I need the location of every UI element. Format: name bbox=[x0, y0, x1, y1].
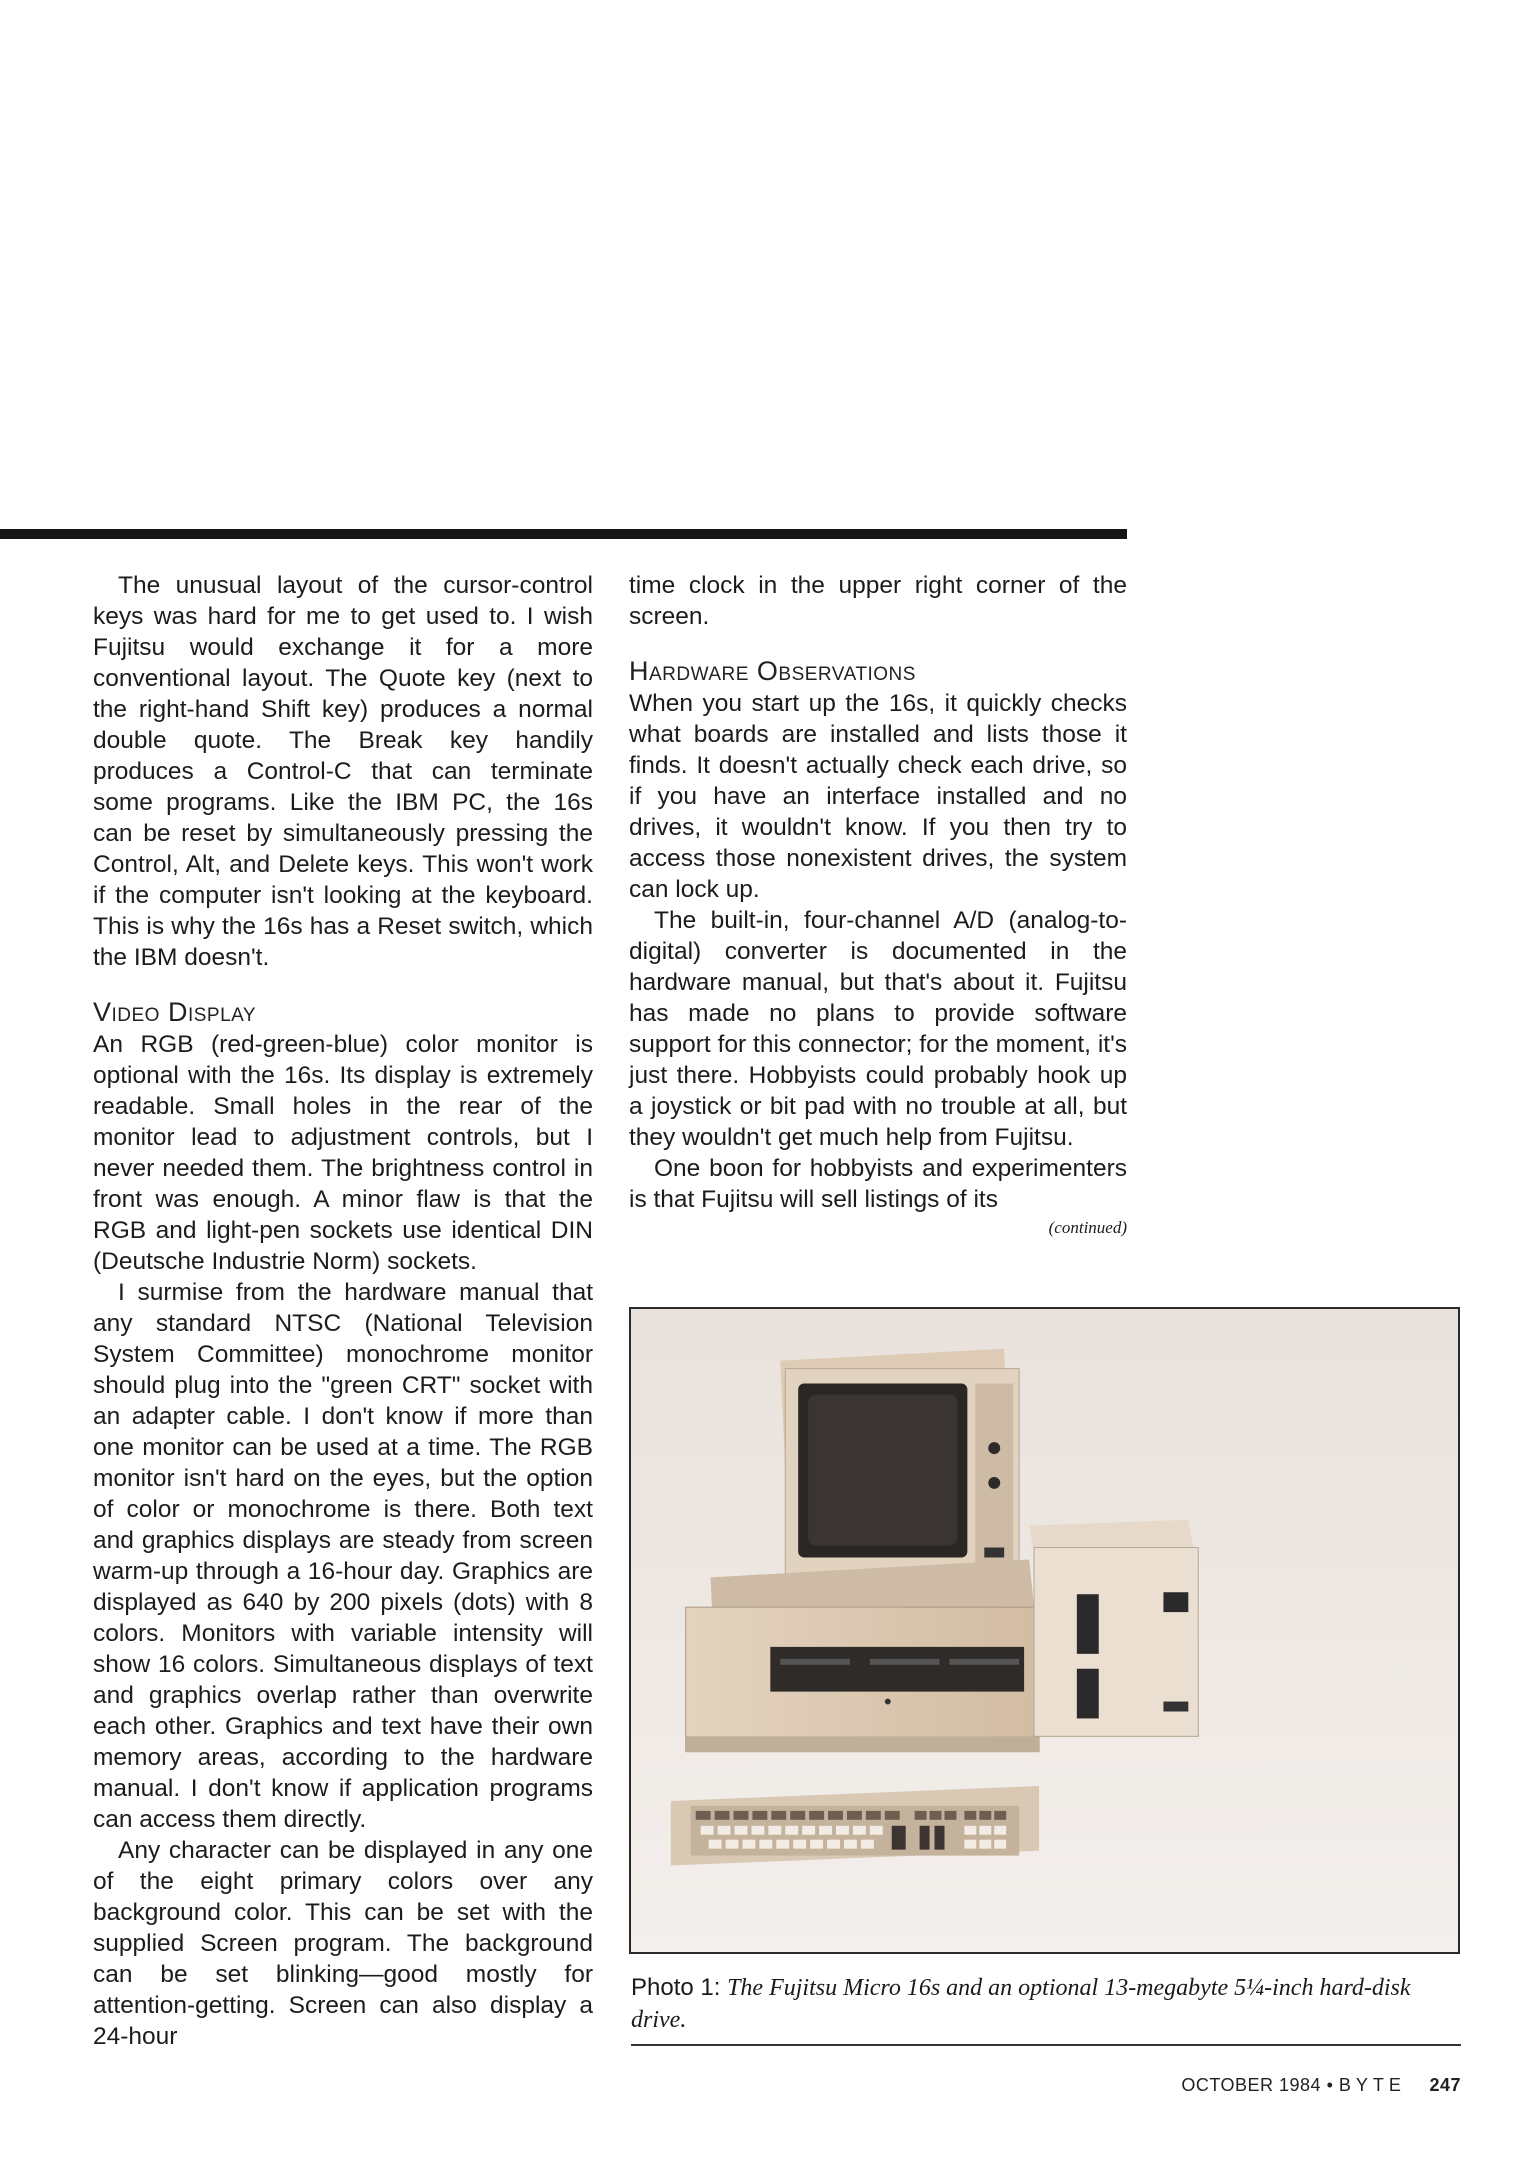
paragraph-hobbyists: One boon for hobbyists and experimenters is that Fujitsu will sell listings of its bbox=[629, 1155, 1127, 1213]
paragraph-rgb-monitor: An RGB (red-green-blue) color monitor is optional with the 16s. Its display is extremely readable. Small holes in the rear of the monitor lead to adjustment controls, but I never needed them. The brightness control in front was enough. A minor flaw is that the RGB and light-pen sockets use identical DIN (Deutsche Industrie Norm) sockets. bbox=[93, 1031, 593, 1275]
footer-date: OCTOBER 1984 bbox=[1181, 2075, 1322, 2095]
heading-video-display: Video Display bbox=[93, 997, 257, 1027]
left-column bbox=[93, 570, 593, 2052]
paragraph-colors: Any character can be displayed in any one of the eight primary colors over any background color. This can be set with the supplied Screen program. The background can be set blinking—good mostly for attention-getting. Screen can also display a 24-hour bbox=[93, 1837, 593, 2050]
top-rule bbox=[0, 529, 1127, 539]
caption-rule bbox=[631, 2044, 1461, 2046]
footer-bullet: • bbox=[1326, 2075, 1334, 2095]
paragraph-ntsc: I surmise from the hardware manual that any standard NTSC (National Television System Committee) monochrome monitor should plug into the "green CRT" socket with an adapter cable. I don't know if more than one monitor can be used at a time. The RGB monitor isn't hard on the eyes, but the option of color or monochrome is there. Both text and graphics displays are steady from screen warm-up through a 16-hour day. Graphics are displayed as 640 by 200 pixels (dots) with 8 colors. Monitors with variable intensity will show 16 colors. Simultaneous displays of text and graphics overlap rather than overwrite each other. Graphics and text have their own memory areas, according to the hardware manual. I don't know if application programs can access them directly. bbox=[93, 1279, 593, 1833]
system-unit-shape bbox=[686, 1559, 1039, 1752]
caption-text: The Fujitsu Micro 16s and an optional 13-megabyte 5¼-inch hard-disk drive. bbox=[631, 1975, 1411, 2033]
computer-illustration bbox=[631, 1309, 1458, 1952]
right-column bbox=[629, 570, 1127, 1241]
paragraph-ad-converter: The built-in, four-channel A/D (analog-to-digital) converter is documented in the hardware manual, but that's about it. Fujitsu has made no plans to provide software support for this connector; for the moment, it's just there. Hobbyists could probably hook up a joystick or bit pad with no trouble at all, but they wouldn't get much help from Fujitsu. bbox=[629, 907, 1127, 1151]
continued-note: (continued) bbox=[1048, 1218, 1127, 1237]
page-footer bbox=[1181, 2075, 1461, 2096]
paragraph-cursor-keys: The unusual layout of the cursor-control keys was hard for me to get used to. I wish Fujitsu would exchange it for a more conventional layout. The Quote key (next to the right-hand Shift key) produces a normal double quote. The Break key handily produces a Control-C that can terminate some programs. Like the IBM PC, the 16s can be reset by simultaneously pressing the Control, Alt, and Delete keys. This won't work if the computer isn't looking at the keyboard. This is why the 16s has a Reset switch, which the IBM doesn't. bbox=[93, 572, 593, 971]
paragraph-clock-cont: time clock in the upper right corner of the screen. bbox=[629, 572, 1127, 630]
photo-caption bbox=[631, 1972, 1461, 2036]
footer-magazine: BYTE bbox=[1338, 2075, 1406, 2095]
footer-page-number: 247 bbox=[1429, 2075, 1461, 2095]
heading-hardware-observations: Hardware Observations bbox=[629, 656, 916, 686]
hard-disk-unit-shape bbox=[1029, 1520, 1198, 1737]
monitor-shape bbox=[780, 1349, 1019, 1583]
photo-fujitsu-micro-16s bbox=[629, 1307, 1460, 1954]
paragraph-startup: When you start up the 16s, it quickly checks what boards are installed and lists those it finds. It doesn't actually check each drive, so if you have an interface installed and no drives, it wouldn't know. If you then try to access those nonexistent drives, the system can lock up. bbox=[629, 690, 1127, 903]
caption-label: Photo 1: bbox=[631, 1974, 721, 2001]
